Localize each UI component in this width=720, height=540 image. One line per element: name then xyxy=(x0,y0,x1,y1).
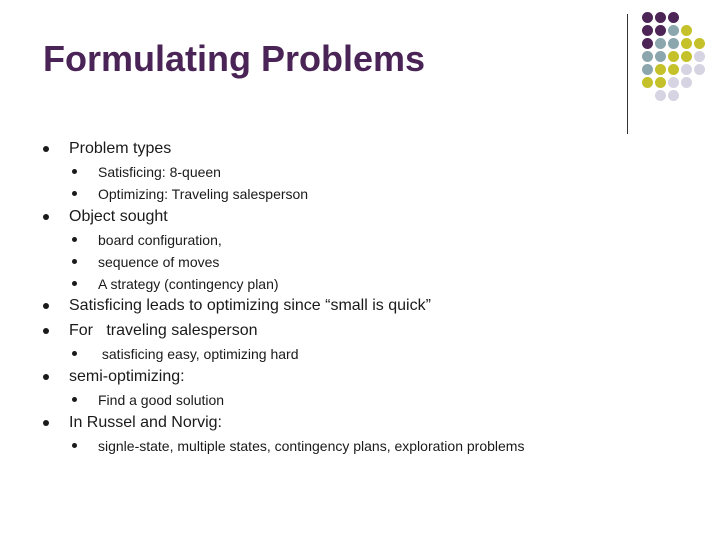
sub-bullet-dot xyxy=(72,259,77,264)
sub-bullet-dot xyxy=(72,397,77,402)
decor-dot xyxy=(681,51,692,62)
decor-dot xyxy=(668,90,679,101)
decor-dot xyxy=(668,12,679,23)
sub-bullet-text: Satisficing: 8-queen xyxy=(98,164,221,180)
decor-dot xyxy=(642,25,653,36)
decor-dot xyxy=(655,25,666,36)
sub-bullet-text: A strategy (contingency plan) xyxy=(98,276,279,292)
bullet-dot xyxy=(43,420,49,426)
decor-dot xyxy=(642,12,653,23)
decor-dot xyxy=(668,64,679,75)
bullet-dot xyxy=(43,303,49,309)
decor-dot xyxy=(655,90,666,101)
decor-dot xyxy=(681,38,692,49)
sub-bullet-text: board configuration, xyxy=(98,232,222,248)
decor-dot xyxy=(655,12,666,23)
bullet-text: Problem types xyxy=(69,140,172,157)
divider-line xyxy=(627,14,628,134)
bullet-dot xyxy=(43,374,49,380)
bullet-text: For traveling salesperson xyxy=(69,322,258,339)
decor-dot xyxy=(668,51,679,62)
sub-bullet-dot xyxy=(72,443,77,448)
bullet-dot xyxy=(43,328,49,334)
bullet-dot xyxy=(43,214,49,220)
decor-dot xyxy=(668,77,679,88)
bullet-text: Satisficing leads to optimizing since “small is quick” xyxy=(69,297,431,314)
decor-dot xyxy=(694,51,705,62)
bullet-text: semi-optimizing: xyxy=(69,368,185,385)
sub-bullet-text: sequence of moves xyxy=(98,254,220,270)
decor-dot xyxy=(668,38,679,49)
decor-dot xyxy=(681,25,692,36)
sub-bullet-dot xyxy=(72,169,77,174)
sub-bullet-dot xyxy=(72,281,77,286)
sub-bullet-dot xyxy=(72,351,77,356)
sub-bullet-text: Optimizing: Traveling salesperson xyxy=(98,186,309,202)
sub-bullet-dot xyxy=(72,237,77,242)
sub-bullet-text: satisficing easy, optimizing hard xyxy=(98,346,299,362)
decor-dot xyxy=(655,51,666,62)
decor-dot xyxy=(668,25,679,36)
slide-title: Formulating Problems xyxy=(43,38,426,79)
decor-dot xyxy=(642,38,653,49)
decor-dot xyxy=(642,51,653,62)
bullet-text: Object sought xyxy=(69,208,168,225)
decor-dot xyxy=(681,77,692,88)
decor-dot xyxy=(655,64,666,75)
decor-dot xyxy=(694,38,705,49)
decor-dot xyxy=(655,77,666,88)
bullet-dot xyxy=(43,146,49,152)
sub-bullet-text: Find a good solution xyxy=(98,392,225,408)
decor-dot xyxy=(681,64,692,75)
decor-dot xyxy=(694,64,705,75)
decor-dot xyxy=(655,38,666,49)
sub-bullet-text: signle-state, multiple states, contingency plans, exploration problems xyxy=(98,438,525,454)
sub-bullet-dot xyxy=(72,191,77,196)
bullet-text: In Russel and Norvig: xyxy=(69,414,222,431)
decor-dot xyxy=(642,64,653,75)
decor-dot xyxy=(642,77,653,88)
